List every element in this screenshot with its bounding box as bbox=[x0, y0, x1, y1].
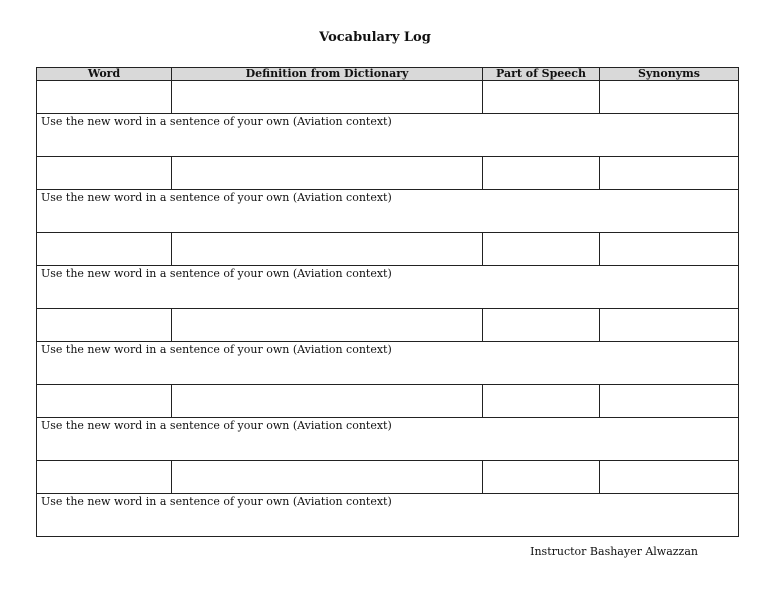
sentence-row bbox=[37, 342, 739, 385]
column-header-word: Word bbox=[37, 68, 172, 81]
word-cell[interactable] bbox=[37, 385, 172, 418]
sentence-cell[interactable]: Use the new word in a sentence of your own (Aviation context) bbox=[37, 114, 739, 157]
sentence-cell[interactable]: Use the new word in a sentence of your own (Aviation context) bbox=[37, 418, 739, 461]
instructor-name: Instructor Bashayer Alwazzan bbox=[530, 545, 698, 558]
synonyms-cell[interactable] bbox=[600, 233, 739, 266]
word-cell[interactable] bbox=[37, 309, 172, 342]
synonyms-cell[interactable] bbox=[600, 309, 739, 342]
sentence-cell[interactable]: Use the new word in a sentence of your own (Aviation context) bbox=[37, 266, 739, 309]
sentence-row bbox=[37, 494, 739, 537]
definition-cell[interactable] bbox=[172, 461, 483, 494]
sentence-row bbox=[37, 114, 739, 157]
column-header-part-of-speech: Part of Speech bbox=[483, 68, 600, 81]
column-header-synonyms: Synonyms bbox=[600, 68, 739, 81]
page-title: Vocabulary Log bbox=[319, 30, 431, 45]
synonyms-cell[interactable] bbox=[600, 81, 739, 114]
word-cell[interactable] bbox=[37, 233, 172, 266]
word-row bbox=[37, 157, 739, 190]
sentence-row bbox=[37, 190, 739, 233]
sentence-row bbox=[37, 266, 739, 309]
part-of-speech-cell[interactable] bbox=[483, 233, 600, 266]
header-row bbox=[37, 68, 739, 81]
part-of-speech-cell[interactable] bbox=[483, 385, 600, 418]
sentence-cell[interactable]: Use the new word in a sentence of your own (Aviation context) bbox=[37, 342, 739, 385]
column-header-definition: Definition from Dictionary bbox=[172, 68, 483, 81]
word-cell[interactable] bbox=[37, 81, 172, 114]
word-cell[interactable] bbox=[37, 461, 172, 494]
part-of-speech-cell[interactable] bbox=[483, 309, 600, 342]
sentence-cell[interactable]: Use the new word in a sentence of your own (Aviation context) bbox=[37, 190, 739, 233]
word-row bbox=[37, 309, 739, 342]
definition-cell[interactable] bbox=[172, 309, 483, 342]
word-cell[interactable] bbox=[37, 157, 172, 190]
definition-cell[interactable] bbox=[172, 385, 483, 418]
definition-cell[interactable] bbox=[172, 157, 483, 190]
word-row bbox=[37, 385, 739, 418]
word-row bbox=[37, 233, 739, 266]
synonyms-cell[interactable] bbox=[600, 461, 739, 494]
vocabulary-table bbox=[36, 67, 739, 537]
definition-cell[interactable] bbox=[172, 81, 483, 114]
word-row bbox=[37, 461, 739, 494]
part-of-speech-cell[interactable] bbox=[483, 461, 600, 494]
sentence-cell[interactable]: Use the new word in a sentence of your own (Aviation context) bbox=[37, 494, 739, 537]
word-row bbox=[37, 81, 739, 114]
part-of-speech-cell[interactable] bbox=[483, 157, 600, 190]
synonyms-cell[interactable] bbox=[600, 157, 739, 190]
sentence-row bbox=[37, 418, 739, 461]
definition-cell[interactable] bbox=[172, 233, 483, 266]
synonyms-cell[interactable] bbox=[600, 385, 739, 418]
part-of-speech-cell[interactable] bbox=[483, 81, 600, 114]
